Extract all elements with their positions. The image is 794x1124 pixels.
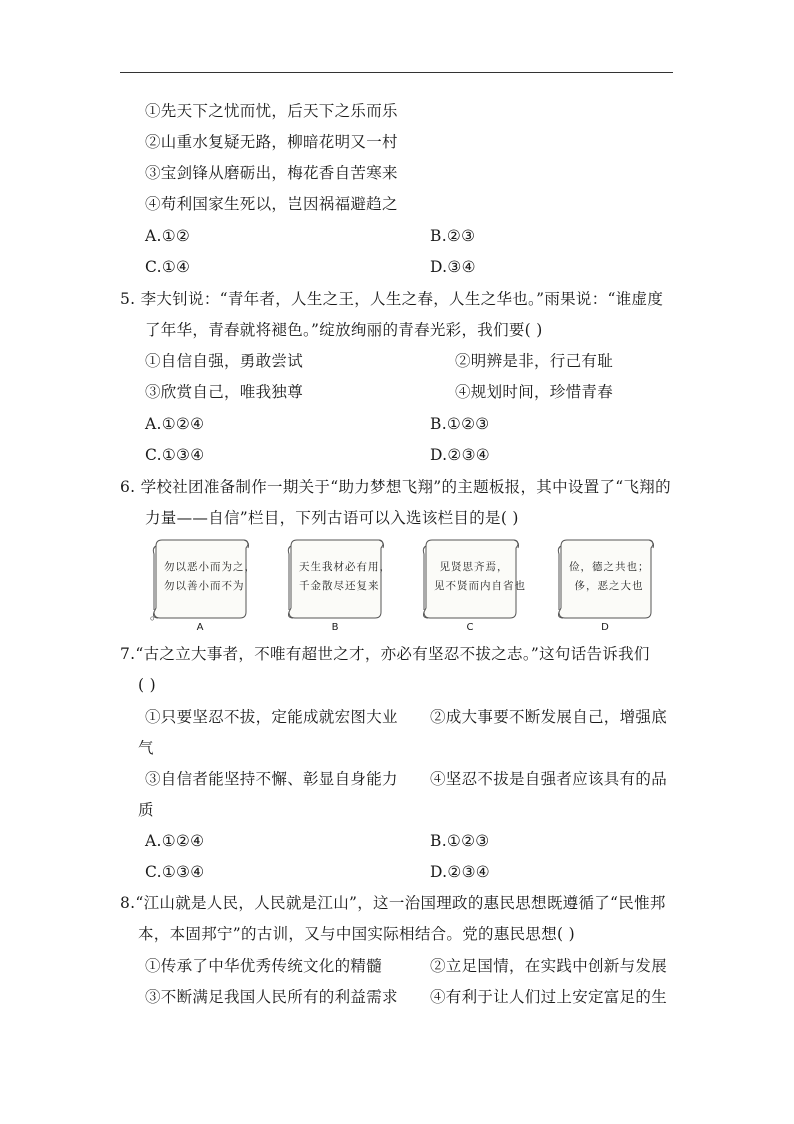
q7-statement-2: ②成大事要不断发展自己，增强底 xyxy=(430,708,668,726)
stray-mark: 。 xyxy=(150,608,163,622)
q4-statement-2: ②山重水复疑无路，柳暗花明又一村 xyxy=(145,133,398,151)
scroll-b-line1: 天生我材必有用， xyxy=(299,561,391,573)
q4-option-a: A.①② xyxy=(145,227,191,245)
q8-statement-2: ②立足国情，在实践中创新与发展 xyxy=(430,957,668,975)
scroll-c xyxy=(420,538,526,633)
scroll-figures xyxy=(150,538,670,648)
scroll-d xyxy=(555,538,655,633)
q4-statement-1: ①先天下之忧而忧，后天下之乐而乐 xyxy=(145,102,398,120)
header-rule xyxy=(120,72,673,73)
q5-stem-line1: 5. 李大钊说：“青年者，人生之王，人生之春，人生之华也。”雨果说：“谁虚度 xyxy=(120,290,664,308)
scroll-d-line1: 俭，德之共也； xyxy=(569,561,650,573)
q7-option-a: A.①②④ xyxy=(145,832,205,850)
q7-statement-1: ①只要坚忍不拔，定能成就宏图大业 xyxy=(145,708,398,726)
q5-statement-3: ③欣赏自己，唯我独尊 xyxy=(145,383,304,401)
q8-stem-line2: 本，本固邦宁”的古训，又与中国实际相结合。党的惠民思想( ) xyxy=(138,925,575,943)
q5-stem-line2: 了年华，青春就将褪色。”绽放绚丽的青春光彩，我们要( ) xyxy=(145,321,543,339)
q5-statement-2: ②明辨是非，行己有耻 xyxy=(455,352,614,370)
scroll-b-label: B xyxy=(331,622,339,633)
q7-option-c: C.①③④ xyxy=(145,863,205,881)
q8-statement-4: ④有利于让人们过上安定富足的生 xyxy=(430,988,668,1006)
q7-statement-3: ③自信者能坚持不懈、彰显自身能力 xyxy=(145,770,398,788)
scroll-d-line2: 侈，恶之大也 xyxy=(574,580,644,592)
q7-statement-2-wrap: 气 xyxy=(138,739,154,757)
q7-option-b: B.①②③ xyxy=(430,832,490,850)
q8-stem-line1: 8.“江山就是人民，人民就是江山”，这一治国理政的惠民思想既遵循了“民惟邦 xyxy=(120,894,666,912)
scroll-a-line2: 勿以善小而不为 xyxy=(164,580,245,592)
q7-stem-line2: ( ) xyxy=(138,676,156,694)
q5-statement-4: ④规划时间，珍惜青春 xyxy=(455,383,614,401)
scroll-c-label: C xyxy=(466,622,474,633)
q4-option-b: B.②③ xyxy=(430,227,476,245)
q7-option-d: D.②③④ xyxy=(430,863,490,881)
q7-stem-line1: 7.“古之立大事者，不唯有超世之才，亦必有坚忍不拔之志。”这句话告诉我们 xyxy=(120,645,650,663)
q8-statement-3: ③不断满足我国人民所有的利益需求 xyxy=(145,988,398,1006)
scroll-b-line2: 千金散尽还复来 xyxy=(299,580,380,592)
q5-option-c: C.①③④ xyxy=(145,446,205,464)
scroll-b xyxy=(285,538,391,633)
q5-option-a: A.①②④ xyxy=(145,415,205,433)
q4-statement-4: ④苟利国家生死以，岂因祸福避趋之 xyxy=(145,195,398,213)
scroll-a xyxy=(150,538,256,633)
scroll-d-label: D xyxy=(601,622,609,633)
q5-option-d: D.②③④ xyxy=(430,446,490,464)
q6-stem-line1: 6. 学校社团准备制作一期关于“助力梦想飞翔”的主题板报，其中设置了“飞翔的 xyxy=(120,478,671,496)
q6-stem-line2: 力量——自信”栏目，下列古语可以入选该栏目的是( ) xyxy=(145,509,519,527)
q5-option-b: B.①②③ xyxy=(430,415,490,433)
q4-option-d: D.③④ xyxy=(430,258,476,276)
q8-statement-1: ①传承了中华优秀传统文化的精髓 xyxy=(145,957,383,975)
scroll-c-line2: 见不贤而内自省也 xyxy=(434,580,526,592)
q7-statement-4: ④坚忍不拔是自强者应该具有的品 xyxy=(430,770,668,788)
q7-statement-4-wrap: 质 xyxy=(138,801,154,819)
scroll-a-line1: 勿以恶小而为之， xyxy=(164,561,256,573)
scroll-c-line1: 见贤思齐焉， xyxy=(439,561,509,573)
q5-statement-1: ①自信自强，勇敢尝试 xyxy=(145,352,304,370)
q4-statement-3: ③宝剑锋从磨砺出，梅花香自苦寒来 xyxy=(145,164,398,182)
q4-option-c: C.①④ xyxy=(145,258,191,276)
scroll-a-label: A xyxy=(196,622,204,633)
